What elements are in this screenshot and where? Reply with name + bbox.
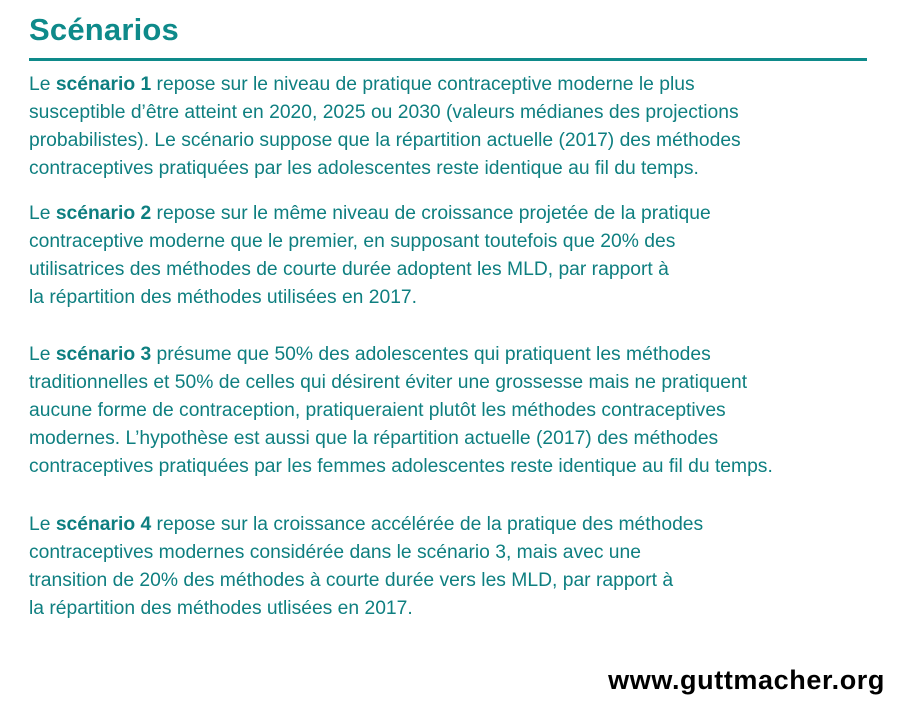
paragraph-line: contraceptive moderne que le premier, en supposant toutefois que 20% des — [29, 231, 676, 252]
paragraph-line — [29, 71, 879, 99]
paragraph-line — [29, 341, 879, 369]
scenario-label: scénario 3 — [55, 344, 152, 365]
scenario-label: scénario 4 — [55, 514, 152, 535]
paragraph-line — [29, 511, 879, 539]
scenario-3-paragraph — [29, 341, 879, 481]
paragraph-line: probabilistes). Le scénario suppose que la répartition actuelle (2017) des méthodes — [29, 130, 741, 151]
scenario-label: scénario 1 — [55, 74, 152, 95]
scenario-1-paragraph — [29, 71, 879, 183]
paragraph-line: la répartition des méthodes utilisées en 2017. — [29, 287, 418, 308]
paragraph-line: traditionnelles et 50% de celles qui désirent éviter une grossesse mais ne pratiquent — [29, 372, 748, 393]
scenario-2-paragraph — [29, 200, 879, 312]
paragraph-line: contraceptives pratiquées par les femmes adolescentes reste identique au fil du temps. — [29, 456, 773, 477]
line-text: repose sur la croissance accélérée de la pratique des méthodes — [151, 514, 704, 535]
line-text: repose sur le même niveau de croissance projetée de la pratique — [151, 203, 711, 224]
paragraph-line: aucune forme de contraception, pratiqueraient plutôt les méthodes contraceptives — [29, 400, 726, 421]
line-text: présume que 50% des adolescentes qui pratiquent les méthodes — [151, 344, 711, 365]
paragraph-line: la répartition des méthodes utlisées en 2017. — [29, 598, 413, 619]
paragraph-line: utilisatrices des méthodes de courte durée adoptent les MLD, par rapport à — [29, 259, 669, 280]
paragraph-line: contraceptives pratiquées par les adolescentes reste identique au fil du temps. — [29, 158, 699, 179]
line-prefix: Le — [29, 74, 56, 95]
line-prefix: Le — [29, 203, 56, 224]
paragraph-line: contraceptives modernes considérée dans le scénario 3, mais avec une — [29, 542, 641, 563]
scenario-4-paragraph — [29, 511, 879, 623]
paragraph-line: modernes. L’hypothèse est aussi que la répartition actuelle (2017) des méthodes — [29, 428, 719, 449]
paragraph-line: susceptible d’être atteint en 2020, 2025 ou 2030 (valeurs médianes des projections — [29, 102, 739, 123]
line-prefix: Le — [29, 514, 56, 535]
title-divider — [29, 58, 867, 61]
scenario-label: scénario 2 — [55, 203, 152, 224]
line-prefix: Le — [29, 344, 56, 365]
footer-url: www.guttmacher.org — [608, 665, 885, 695]
page-title: Scénarios — [29, 12, 179, 47]
line-text: repose sur le niveau de pratique contraceptive moderne le plus — [151, 74, 695, 95]
paragraph-line: transition de 20% des méthodes à courte durée vers les MLD, par rapport à — [29, 570, 674, 591]
paragraph-line — [29, 200, 879, 228]
